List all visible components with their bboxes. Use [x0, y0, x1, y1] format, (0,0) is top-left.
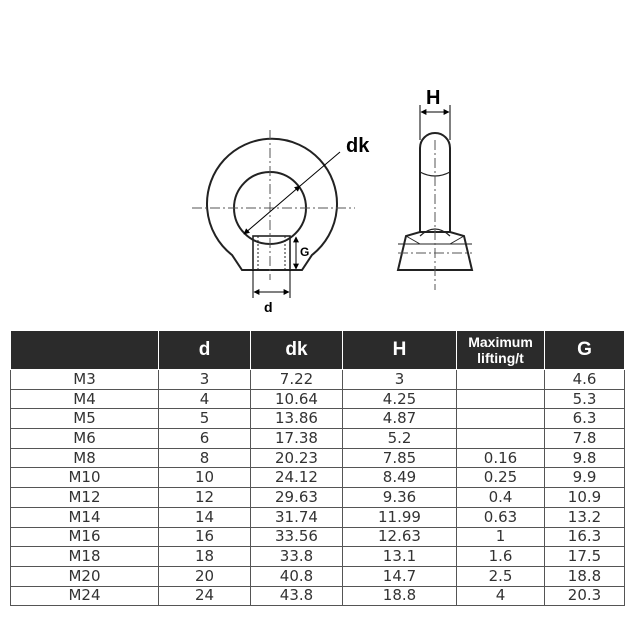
cell-size: M18	[11, 547, 159, 567]
header-d: d	[159, 331, 251, 370]
cell-size: M20	[11, 566, 159, 586]
cell-g: 6.3	[545, 409, 625, 429]
cell-h: 12.63	[343, 527, 457, 547]
cell-max-lifting	[457, 409, 545, 429]
table-row	[11, 566, 625, 586]
cell-dk: 20.23	[251, 448, 343, 468]
cell-size: M14	[11, 507, 159, 527]
cell-h: 14.7	[343, 566, 457, 586]
cell-h: 9.36	[343, 488, 457, 508]
cell-h: 4.87	[343, 409, 457, 429]
cell-size: M24	[11, 586, 159, 606]
table-header-row	[11, 331, 625, 370]
cell-h: 8.49	[343, 468, 457, 488]
cell-h: 13.1	[343, 547, 457, 567]
cell-size: M6	[11, 429, 159, 449]
cell-dk: 43.8	[251, 586, 343, 606]
cell-max-lifting: 0.16	[457, 448, 545, 468]
table-row	[11, 507, 625, 527]
cell-h: 4.25	[343, 389, 457, 409]
cell-d: 3	[159, 370, 251, 390]
cell-h: 7.85	[343, 448, 457, 468]
cell-d: 6	[159, 429, 251, 449]
cell-max-lifting: 4	[457, 586, 545, 606]
cell-g: 5.3	[545, 389, 625, 409]
table-row	[11, 468, 625, 488]
header-max-lifting: Maximum lifting/t	[457, 331, 545, 370]
cell-dk: 29.63	[251, 488, 343, 508]
cell-max-lifting: 0.25	[457, 468, 545, 488]
table-row	[11, 370, 625, 390]
cell-d: 18	[159, 547, 251, 567]
cell-dk: 17.38	[251, 429, 343, 449]
cell-g: 10.9	[545, 488, 625, 508]
cell-dk: 33.56	[251, 527, 343, 547]
cell-d: 8	[159, 448, 251, 468]
cell-dk: 24.12	[251, 468, 343, 488]
eye-nut-outline	[207, 139, 337, 270]
header-g: G	[545, 331, 625, 370]
table-row	[11, 547, 625, 567]
cell-g: 17.5	[545, 547, 625, 567]
table-row	[11, 488, 625, 508]
cell-dk: 40.8	[251, 566, 343, 586]
cell-max-lifting: 0.63	[457, 507, 545, 527]
cell-max-lifting: 0.4	[457, 488, 545, 508]
cell-g: 20.3	[545, 586, 625, 606]
dk-label: dk	[346, 135, 370, 157]
cell-h: 5.2	[343, 429, 457, 449]
cell-dk: 31.74	[251, 507, 343, 527]
table-row	[11, 586, 625, 606]
side-view	[398, 87, 472, 290]
cell-h: 3	[343, 370, 457, 390]
cell-d: 24	[159, 586, 251, 606]
cell-d: 10	[159, 468, 251, 488]
table-body	[11, 370, 625, 606]
cell-d: 16	[159, 527, 251, 547]
cell-size: M5	[11, 409, 159, 429]
cell-size: M10	[11, 468, 159, 488]
header-size	[11, 331, 159, 370]
cell-g: 18.8	[545, 566, 625, 586]
table-row	[11, 429, 625, 449]
cell-h: 18.8	[343, 586, 457, 606]
table-row	[11, 527, 625, 547]
table-row	[11, 409, 625, 429]
cell-dk: 33.8	[251, 547, 343, 567]
cell-g: 7.8	[545, 429, 625, 449]
cell-g: 16.3	[545, 527, 625, 547]
cell-size: M8	[11, 448, 159, 468]
cell-g: 9.8	[545, 448, 625, 468]
cell-d: 20	[159, 566, 251, 586]
cell-d: 14	[159, 507, 251, 527]
table-row	[11, 448, 625, 468]
spec-table	[10, 330, 625, 606]
cell-g: 13.2	[545, 507, 625, 527]
cell-max-lifting: 2.5	[457, 566, 545, 586]
cell-size: M16	[11, 527, 159, 547]
header-h: H	[343, 331, 457, 370]
cell-max-lifting: 1	[457, 527, 545, 547]
cell-size: M4	[11, 389, 159, 409]
g-label: G	[300, 245, 310, 259]
cell-size: M12	[11, 488, 159, 508]
dk-dimension-line	[244, 186, 300, 234]
cell-max-lifting	[457, 389, 545, 409]
cell-h: 11.99	[343, 507, 457, 527]
cell-g: 9.9	[545, 468, 625, 488]
dk-leader	[300, 152, 340, 186]
cell-dk: 7.22	[251, 370, 343, 390]
cell-size: M3	[11, 370, 159, 390]
cell-g: 4.6	[545, 370, 625, 390]
cell-dk: 10.64	[251, 389, 343, 409]
cell-d: 5	[159, 409, 251, 429]
cell-d: 12	[159, 488, 251, 508]
front-view	[192, 130, 370, 315]
cell-max-lifting	[457, 370, 545, 390]
table-row	[11, 389, 625, 409]
header-dk: dk	[251, 331, 343, 370]
h-label: H	[426, 87, 441, 109]
cell-dk: 13.86	[251, 409, 343, 429]
cell-d: 4	[159, 389, 251, 409]
cell-max-lifting: 1.6	[457, 547, 545, 567]
cell-max-lifting	[457, 429, 545, 449]
d-label: d	[264, 299, 273, 315]
